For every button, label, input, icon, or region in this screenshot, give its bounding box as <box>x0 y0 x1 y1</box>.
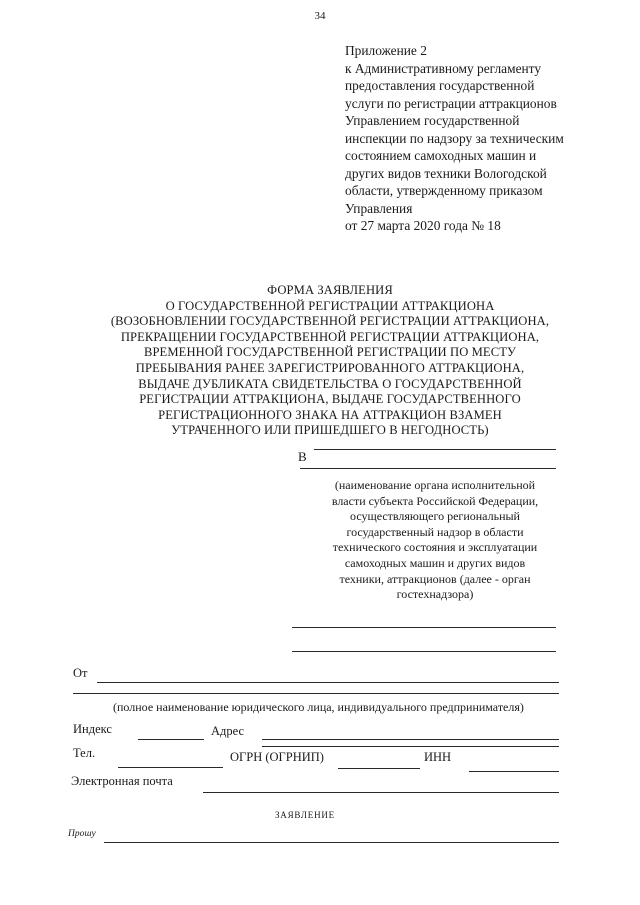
form-title-line: ПРЕБЫВАНИЯ РАНЕЕ ЗАРЕГИСТРИРОВАННОГО АТТРАКЦИОНА, <box>135 360 525 375</box>
ogrn-field[interactable] <box>338 768 420 769</box>
appendix-block <box>345 42 635 235</box>
form-title-line: ВЫДАЧЕ ДУБЛИКАТА СВИДЕТЕЛЬСТВА О ГОСУДАРСТВЕННОЙ <box>138 376 522 391</box>
form-title-line: УТРАЧЕННОГО ИЛИ ПРИШЕДШЕГО В НЕГОДНОСТЬ) <box>171 423 489 438</box>
address-field-line-2[interactable] <box>262 746 559 747</box>
recipient-prefix: В <box>298 449 307 464</box>
inn-field[interactable] <box>469 771 559 772</box>
recipient-field-line-4[interactable] <box>292 651 556 652</box>
email-field[interactable] <box>203 792 559 793</box>
from-label: От <box>73 666 88 680</box>
form-title-line: (ВОЗОБНОВЛЕНИИ ГОСУДАРСТВЕННОЙ РЕГИСТРАЦИИ АТТРАКЦИОНА, <box>110 314 550 329</box>
recipient-caption-line: техники, аттракционов (далее - орган <box>339 571 531 586</box>
recipient-caption <box>300 478 570 603</box>
ogrn-label: ОГРН (ОГРНИП) <box>230 750 324 764</box>
applicant-name-line-2[interactable] <box>73 693 559 694</box>
recipient-caption-line: технического состояния и эксплуатации <box>332 540 538 555</box>
request-label: Прошу <box>68 829 96 839</box>
form-title <box>80 283 580 439</box>
address-field[interactable] <box>262 739 559 740</box>
appendix-line: Управления <box>345 200 413 216</box>
appendix-line: Приложение 2 <box>345 43 427 58</box>
inn-label: ИНН <box>424 750 452 764</box>
appendix-line: инспекции по надзору за техническим <box>345 130 564 146</box>
form-title-line: РЕГИСТРАЦИОННОГО ЗНАКА НА АТТРАКЦИОН ВЗАМЕН <box>158 407 502 422</box>
appendix-line: к Административному регламенту <box>345 60 542 76</box>
appendix-line: области, утвержденному приказом <box>345 183 543 198</box>
recipient-caption-line: власти субъекта Российской Федерации, <box>331 493 539 508</box>
recipient-caption-line: самоходных машин и других видов <box>344 555 526 570</box>
appendix-line: Управлением государственной <box>345 113 520 128</box>
page-number: 34 <box>314 10 326 22</box>
recipient-caption-line: осуществляющего региональный <box>350 509 520 524</box>
appendix-line: предоставления государственной <box>345 78 535 93</box>
form-title-line: ПРЕКРАЩЕНИИ ГОСУДАРСТВЕННОЙ РЕГИСТРАЦИИ АТТРАКЦИОНА, <box>120 329 540 344</box>
phone-label: Тел. <box>73 746 96 760</box>
recipient-field-line-2[interactable] <box>300 468 556 469</box>
request-field[interactable] <box>104 842 559 843</box>
address-label: Адрес <box>211 724 245 738</box>
applicant-name-caption: (полное наименование юридического лица, индивидуального предпринимателя) <box>113 700 524 714</box>
form-title-line: О ГОСУДАРСТВЕННОЙ РЕГИСТРАЦИИ АТТРАКЦИОНА <box>165 298 495 313</box>
index-field[interactable] <box>138 739 204 740</box>
form-title-line: ВРЕМЕННОЙ ГОСУДАРСТВЕННОЙ РЕГИСТРАЦИИ ПО МЕСТУ <box>143 345 517 360</box>
recipient-field-line-3[interactable] <box>292 627 556 628</box>
index-label: Индекс <box>73 722 112 736</box>
statement-heading: ЗАЯВЛЕНИЕ <box>275 810 335 820</box>
appendix-line: состоянием самоходных машин и <box>345 148 537 163</box>
form-title-line: РЕГИСТРАЦИИ АТТРАКЦИОНА, ВЫДАЧЕ ГОСУДАРСТВЕННОГО <box>139 392 521 407</box>
email-label: Электронная почта <box>71 774 173 788</box>
recipient-caption-line: гостехнадзора) <box>396 587 474 602</box>
form-title-line: ФОРМА ЗАЯВЛЕНИЯ <box>267 283 393 297</box>
appendix-line: других видов техники Вологодской <box>345 165 547 181</box>
phone-field[interactable] <box>118 767 223 768</box>
appendix-line: услуги по регистрации аттракционов <box>345 95 557 111</box>
recipient-field-line-1[interactable] <box>314 449 556 450</box>
recipient-caption-line: государственный надзор в области <box>346 524 524 539</box>
applicant-name-line-1[interactable] <box>97 682 559 683</box>
recipient-caption-line: (наименование органа исполнительной <box>334 478 536 492</box>
appendix-line: от 27 марта 2020 года № 18 <box>345 218 501 233</box>
